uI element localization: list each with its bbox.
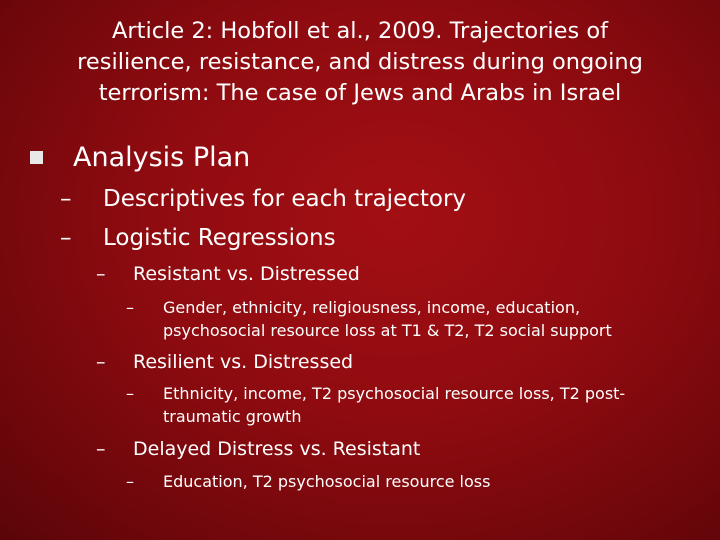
subbullet-logistic-regressions	[60, 223, 336, 253]
predictors-line: Education, T2 psychosocial resource loss	[163, 472, 491, 491]
dash-icon: –	[126, 472, 134, 491]
title-line-2: resilience, resistance, and distress during ongoing	[77, 49, 643, 75]
subbullet-text: Descriptives for each trajectory	[103, 186, 467, 212]
slide-title	[30, 16, 690, 109]
predictors-resistant-vs-distressed	[126, 296, 612, 342]
bullet-analysis-plan	[30, 140, 250, 174]
dash-icon: –	[96, 351, 106, 373]
predictors-line: psychosocial resource loss at T1 & T2, T2 social support	[163, 321, 612, 340]
dash-icon: –	[126, 384, 134, 403]
predictors-text	[163, 296, 612, 342]
predictors-line: Ethnicity, income, T2 psychosocial resource loss, T2 post-	[163, 384, 626, 403]
predictors-delayed-distress-vs-resistant	[126, 470, 490, 493]
title-line-3: terrorism: The case of Jews and Arabs in Israel	[98, 80, 622, 106]
comparison-resistant-vs-distressed	[96, 261, 360, 287]
dash-icon: –	[96, 263, 106, 285]
predictors-resilient-vs-distressed	[126, 382, 625, 428]
subbullet-text: Logistic Regressions	[103, 225, 336, 251]
predictors-text	[163, 382, 625, 428]
comparison-text: Delayed Distress vs. Resistant	[133, 438, 421, 460]
predictors-line: Gender, ethnicity, religiousness, income, education,	[163, 298, 581, 317]
dash-icon: –	[96, 438, 106, 460]
subbullet-descriptives	[60, 184, 466, 214]
title-line-1: Article 2: Hobfoll et al., 2009. Trajectories of	[112, 18, 608, 44]
dash-icon: –	[126, 298, 134, 317]
square-bullet-icon	[30, 151, 43, 164]
comparison-delayed-distress-vs-resistant	[96, 436, 420, 462]
dash-icon: –	[60, 225, 72, 251]
comparison-text: Resilient vs. Distressed	[133, 351, 354, 373]
dash-icon: –	[60, 186, 72, 212]
predictors-line: traumatic growth	[163, 407, 302, 426]
comparison-resilient-vs-distressed	[96, 349, 353, 375]
bullet-text: Analysis Plan	[73, 141, 251, 173]
predictors-text	[163, 470, 490, 493]
comparison-text: Resistant vs. Distressed	[133, 263, 360, 285]
